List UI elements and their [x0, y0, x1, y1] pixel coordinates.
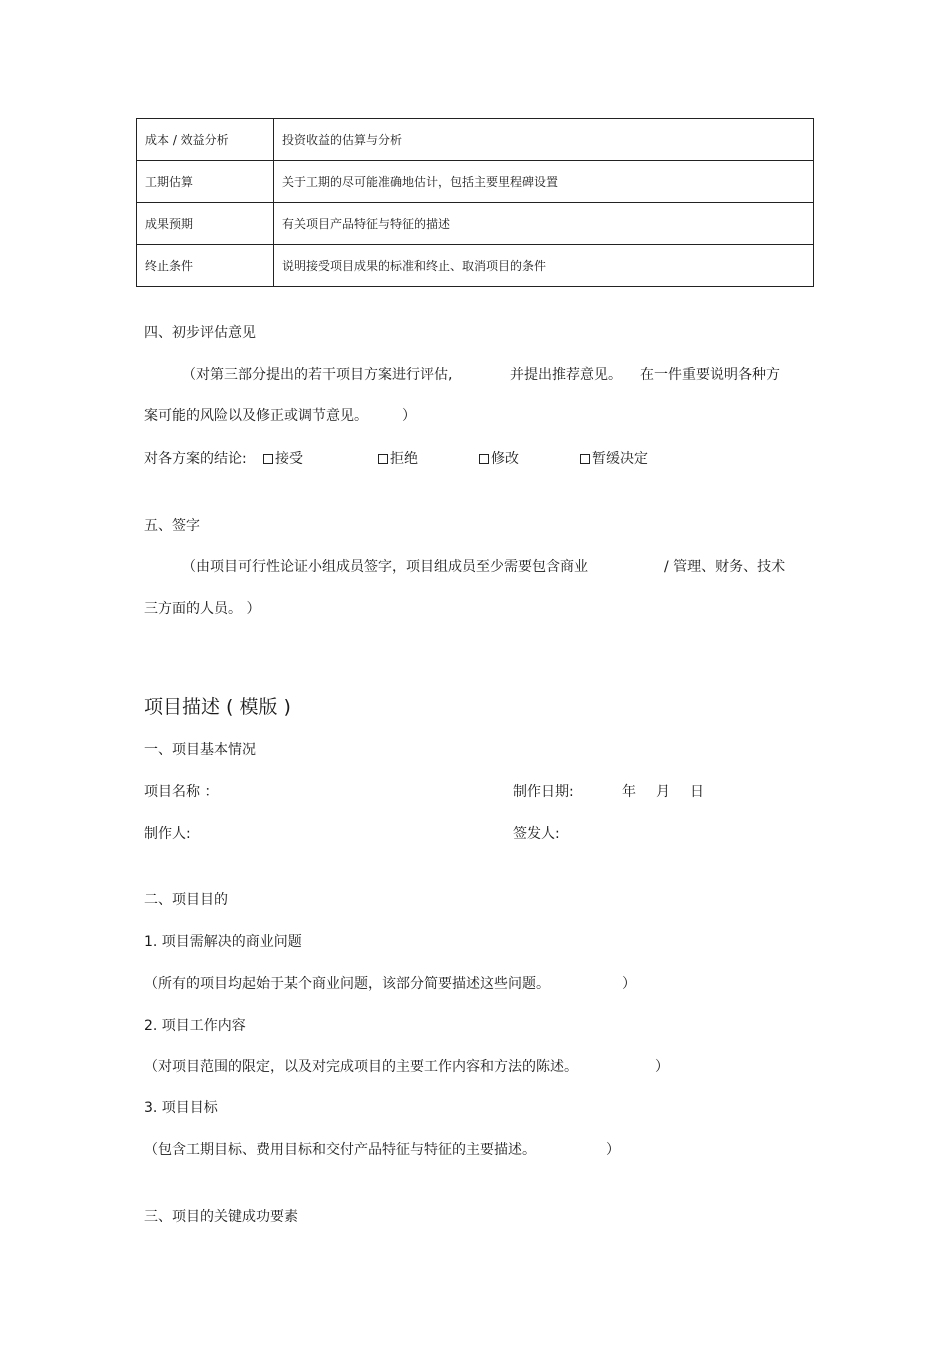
section4-para-close: ）	[402, 408, 416, 424]
option-label: 接受	[275, 451, 303, 467]
table-cell-label: 终止条件	[137, 245, 274, 287]
item2-desc: （对项目范围的限定，以及对完成项目的主要工作内容和方法的陈述。	[144, 1059, 578, 1075]
project-name-label: 项目名称 ：	[144, 784, 219, 800]
purpose-heading: 二、项目目的	[144, 892, 228, 908]
basic-info-heading: 一、项目基本情况	[144, 742, 256, 758]
section4-para-line1-part1: （对第三部分提出的若干项目方案进行评估,	[182, 367, 453, 383]
checkbox-icon[interactable]	[263, 454, 273, 464]
option-accept[interactable]	[263, 448, 303, 468]
item3-close: ）	[606, 1142, 620, 1158]
table-row	[137, 203, 814, 245]
option-modify[interactable]	[479, 448, 519, 468]
table-cell-desc: 关于工期的尽可能准确地估计，包括主要里程碑设置	[274, 161, 814, 203]
checkbox-icon[interactable]	[378, 454, 388, 464]
table-row	[137, 245, 814, 287]
analysis-table	[136, 118, 814, 287]
table-cell-desc: 投资收益的估算与分析	[274, 119, 814, 161]
table-cell-desc: 有关项目产品特征与特征的描述	[274, 203, 814, 245]
option-defer[interactable]	[580, 448, 648, 468]
table-cell-label: 工期估算	[137, 161, 274, 203]
section5-para-line1-part1: （由项目可行性论证小组成员签字，项目组成员至少需要包含商业	[182, 559, 588, 575]
option-label: 暂缓决定	[592, 451, 648, 467]
table-cell-label: 成果预期	[137, 203, 274, 245]
table-row	[137, 161, 814, 203]
option-label: 修改	[491, 451, 519, 467]
section4-heading: 四、初步评估意见	[144, 325, 256, 341]
checkbox-icon[interactable]	[580, 454, 590, 464]
item2-close: ）	[655, 1059, 669, 1075]
section5-heading: 五、签字	[144, 518, 200, 534]
year-label: 年	[622, 784, 636, 800]
table-cell-label: 成本 / 效益分析	[137, 119, 274, 161]
section4-para-line1-part3: 在一件重要说明各种方	[640, 367, 780, 383]
author-label: 制作人:	[144, 826, 191, 842]
month-label: 月	[656, 784, 670, 800]
option-reject[interactable]	[378, 448, 418, 468]
checkbox-icon[interactable]	[479, 454, 489, 464]
section4-para-line2: 案可能的风险以及修正或调节意见。	[144, 408, 368, 424]
issuer-label: 签发人:	[513, 826, 560, 842]
conclusion-label: 对各方案的结论:	[144, 451, 247, 467]
success-factors-heading: 三、项目的关键成功要素	[144, 1209, 298, 1225]
table-row	[137, 119, 814, 161]
day-label: 日	[690, 784, 704, 800]
section4-para-line1-part2: 并提出推荐意见。	[510, 367, 622, 383]
option-label: 拒绝	[390, 451, 418, 467]
table-cell-desc: 说明接受项目成果的标准和终止、取消项目的条件	[274, 245, 814, 287]
template-title: 项目描述 ( 模版 )	[144, 696, 291, 718]
item3-title: 3. 项目目标	[144, 1100, 218, 1116]
item1-close: ）	[622, 976, 636, 992]
item1-desc: （所有的项目均起始于某个商业问题，该部分简要描述这些问题。	[144, 976, 550, 992]
item2-title: 2. 项目工作内容	[144, 1018, 246, 1034]
item3-desc: （包含工期目标、费用目标和交付产品特征与特征的主要描述。	[144, 1142, 536, 1158]
section5-para-line2: 三方面的人员。 ）	[144, 601, 261, 617]
section5-para-line1-part2: / 管理、财务、技术	[664, 559, 786, 575]
item1-title: 1. 项目需解决的商业问题	[144, 934, 302, 950]
date-label: 制作日期:	[513, 784, 574, 800]
